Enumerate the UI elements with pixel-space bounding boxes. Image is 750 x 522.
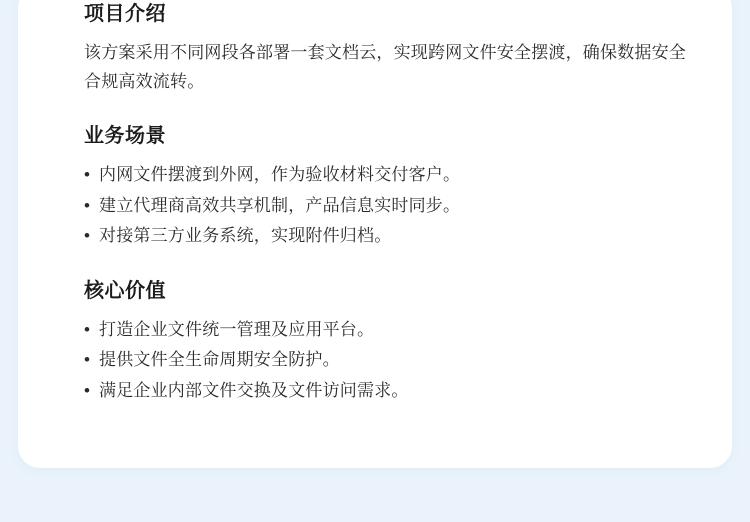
bullet-dot-icon: • bbox=[84, 165, 91, 185]
section-title-project-intro: 项目介绍 bbox=[84, 3, 166, 25]
list-item bbox=[84, 345, 694, 375]
bullet-dot-icon: • bbox=[84, 320, 91, 340]
list-item bbox=[84, 315, 694, 345]
bullet-dot-icon: • bbox=[84, 350, 91, 370]
document-content bbox=[84, 0, 694, 406]
section-business-scenarios bbox=[84, 122, 694, 251]
bullet-dot-icon: • bbox=[84, 380, 91, 400]
section-title-core-value: 核心价值 bbox=[84, 280, 166, 303]
section-project-intro bbox=[84, 0, 694, 96]
bullet-dot-icon: • bbox=[84, 225, 91, 245]
content-card bbox=[18, 0, 732, 468]
bullet-list-business-scenarios bbox=[84, 160, 694, 251]
section-core-value bbox=[84, 277, 694, 406]
bullet-dot-icon: • bbox=[84, 195, 91, 215]
list-item-text: 内网文件摆渡到外网，作为验收材料交付客户。 bbox=[99, 165, 461, 185]
list-item-text: 提供文件全生命周期安全防护。 bbox=[99, 350, 340, 370]
list-item-text: 建立代理商高效共享机制，产品信息实时同步。 bbox=[99, 195, 461, 215]
section-paragraph-project-intro: 该方案采用不同网段各部署一套文档云，实现跨网文件安全摆渡，确保数据安全合规高效流转。 bbox=[84, 43, 686, 92]
bullet-list-core-value bbox=[84, 315, 694, 406]
list-item bbox=[84, 160, 694, 190]
list-item bbox=[84, 191, 694, 221]
section-title-business-scenarios: 业务场景 bbox=[84, 125, 166, 148]
list-item-text: 满足企业内部文件交换及文件访问需求。 bbox=[99, 380, 409, 400]
list-item bbox=[84, 221, 694, 251]
list-item bbox=[84, 376, 694, 406]
list-item-text: 打造企业文件统一管理及应用平台。 bbox=[99, 320, 375, 340]
list-item-text: 对接第三方业务系统，实现附件归档。 bbox=[99, 225, 392, 245]
